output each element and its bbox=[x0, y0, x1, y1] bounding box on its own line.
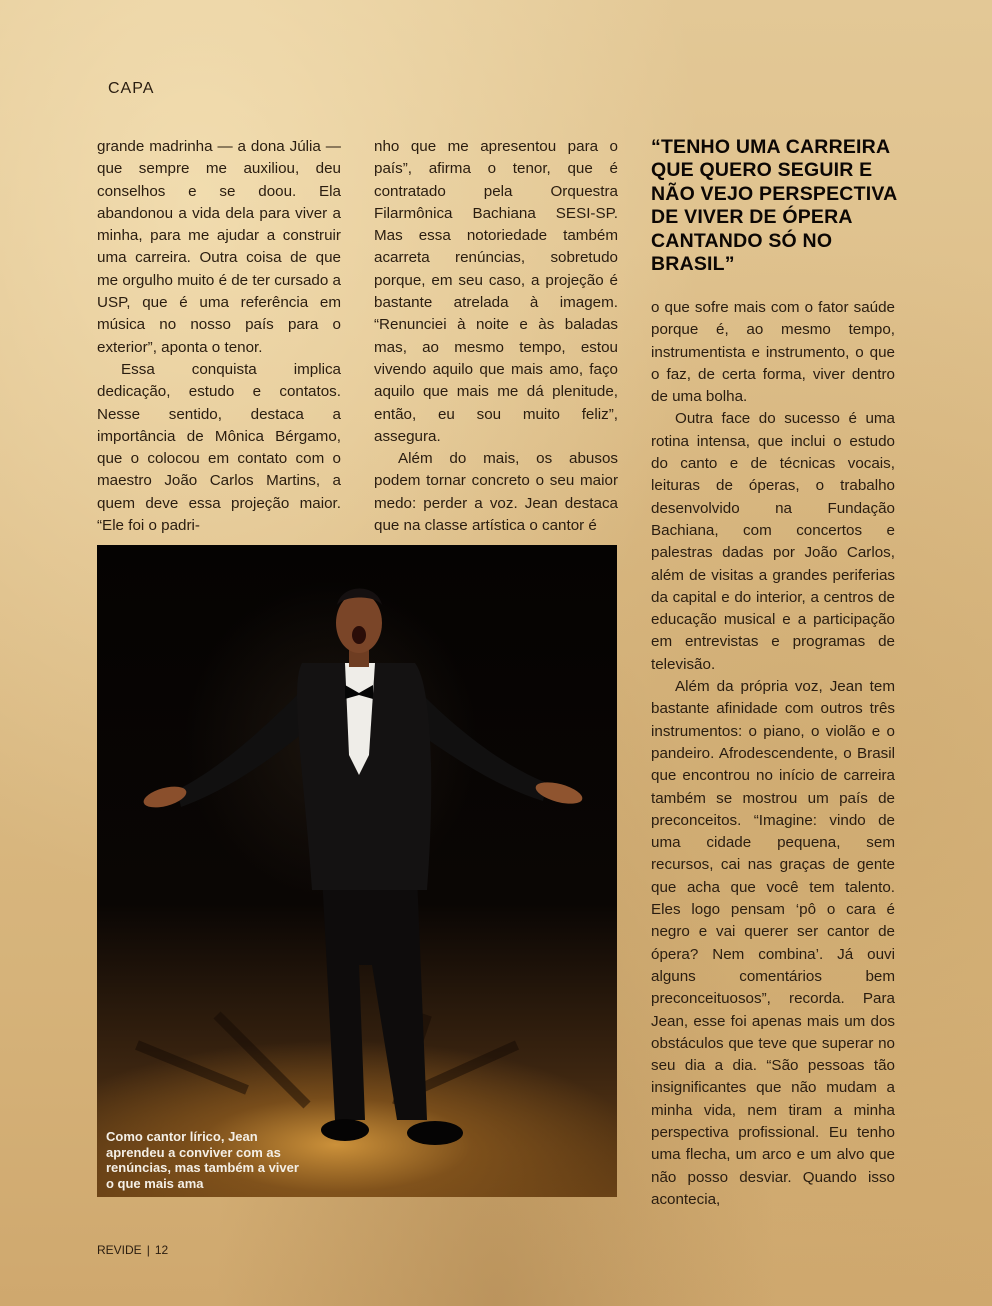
paragraph: Outra face do sucesso é uma rotina intensa, que inclui o estudo do canto e de técnicas vocais, leituras de óperas, o trabalho desenvolvido na Fundação Bachiana, com concertos e palestras dadas por João Carlos, além de visitas a grandes periferias da capital e do interior, a centros de educação musical e a participação em entrevistas e programas de televisão. bbox=[651, 410, 895, 673]
pull-quote: “TENHO UMA CARREIRA QUE QUERO SEGUIR E NÃO VEJO PERSPECTIVA DE VIVER DE ÓPERA CANTANDO SÓ NO BRASIL” bbox=[651, 136, 897, 276]
tenor-illustration bbox=[97, 545, 617, 1197]
page-footer bbox=[97, 1243, 168, 1257]
article-column-2 bbox=[374, 136, 618, 537]
paragraph: grande madrinha — a dona Júlia — que sempre me auxiliou, deu conselhos e se doou. Ela abandonou a vida dela para viver a minha, para me ajudar a construir uma carreira. Outra coisa de que me orgulho muito é de ter cursado a USP, que é uma referência em música no nosso país para o exterior”, aponta o tenor. bbox=[97, 138, 341, 356]
paragraph: Além da própria voz, Jean tem bastante afinidade com outros três instrumentos: o piano, o violão e o pandeiro. Afrodescendente, o Brasil que encontrou no início de carreira também se mostrou um país de preconceitos. “Imagine: vindo de uma cidade pequena, sem recursos, cai nas graças de gente que acha que você tem talento. Eles logo pensam ‘pô o cara é negro e vai querer ser cantor de ópera? Nem combina’. Já ouvi alguns comentários bem preconceituosos”, recorda. Para Jean, esse foi apenas mais um dos obstáculos que teve que superar no seu dia a dia. “São pessoas tão insignificantes que não mudam a minha vida, nem tiram a minha perspectiva profissional. Eu tenho uma flecha, um arco e um alvo que não posso desviar. Quando isso acontecia, bbox=[651, 678, 895, 1208]
page-number: 12 bbox=[154, 1243, 169, 1257]
article-column-3 bbox=[651, 297, 895, 1211]
paragraph: Essa conquista implica dedicação, estudo e contatos. Nesse sentido, destaca a importância de Mônica Bérgamo, que o colocou em contato com o maestro João Carlos Martins, a quem deve essa projeção maior. “Ele foi o padri- bbox=[97, 360, 341, 535]
tenor-photo bbox=[97, 545, 617, 1197]
paragraph: o que sofre mais com o fator saúde porque é, ao mesmo tempo, instrumentista e instrumento, o que o faz, de certa forma, viver dentro de uma bolha. bbox=[651, 299, 895, 406]
article-column-1 bbox=[97, 136, 341, 537]
magazine-name: REVIDE bbox=[97, 1243, 142, 1257]
section-label: CAPA bbox=[108, 80, 155, 97]
photo-caption: Como cantor lírico, Jean aprendeu a conviver com as renúncias, mas também a viver o que mais ama bbox=[106, 1129, 299, 1191]
paragraph: Além do mais, os abusos podem tornar concreto o seu maior medo: perder a voz. Jean destaca que na classe artística o cantor é bbox=[374, 450, 618, 535]
paragraph: nho que me apresentou para o país”, afirma o tenor, que é contratado pela Orquestra Filarmônica Bachiana SESI-SP. Mas essa notoriedade também acarreta renúncias, sobretudo porque, em seu caso, a projeção é bastante atrelada à imagem. “Renunciei à noite e às baladas mas, ao mesmo tempo, estou vivendo aquilo que mais amo, faço aquilo que mais me dá plenitude, então, eu sou muito feliz”, assegura. bbox=[374, 138, 618, 445]
footer-separator: | bbox=[146, 1243, 150, 1257]
